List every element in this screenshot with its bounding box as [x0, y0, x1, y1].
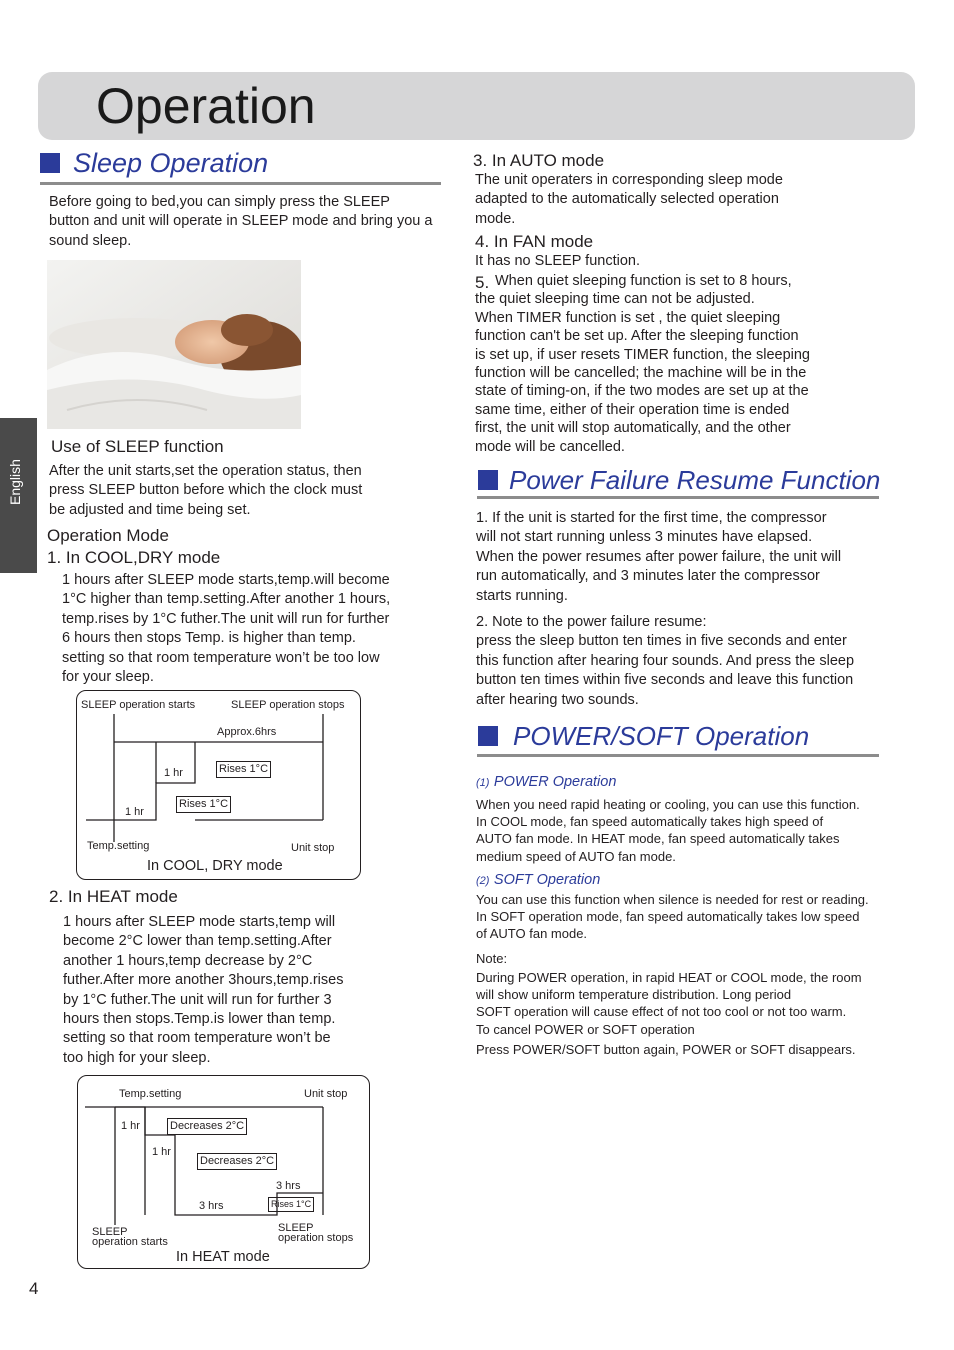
power-operation-label: POWER Operation	[493, 774, 617, 790]
cool-diagram-hr: 1 hr	[125, 806, 144, 818]
section-marker-icon	[40, 153, 60, 173]
power-operation-heading	[476, 773, 616, 791]
power-soft-title: POWER/SOFT Operation	[513, 721, 810, 751]
text-line: is set up, if user resets TIMER function, the sleeping	[475, 346, 811, 363]
text-line: will not start running unless 3 minutes have elapsed.	[476, 529, 813, 546]
cool-mode-number: 1.	[47, 548, 62, 567]
section-marker-icon	[478, 726, 498, 746]
text-line: mode will be cancelled.	[475, 438, 625, 455]
text-line: mode.	[475, 210, 516, 227]
heat-diagram-hrs: 3 hrs	[199, 1200, 224, 1212]
text-line: press the sleep button ten times in five seconds and enter	[476, 633, 847, 650]
sleep-section-title: Sleep Operation	[73, 148, 269, 178]
text-line: function will be cancelled; the machine will be in the	[475, 365, 807, 382]
heat-mode-text	[63, 913, 343, 1068]
label-line: operation stops	[278, 1232, 354, 1244]
note-text	[476, 969, 862, 1058]
language-tab-label: English	[7, 459, 23, 505]
text-line: When TIMER function is set , the quiet sleeping	[475, 309, 781, 326]
text-line: the quiet sleeping time can not be adjusted.	[475, 291, 755, 308]
section-rule	[40, 182, 441, 185]
fan-mode-text: It has no SLEEP function.	[475, 253, 640, 269]
power-failure-title: Power Failure Resume Function	[509, 465, 881, 495]
use-sleep-heading: Use of SLEEP function	[51, 437, 224, 456]
text-line: will show uniform temperature distribution. Long period	[476, 987, 792, 1003]
text-line: temp.rises by 1°C futher.The unit will run for further	[62, 610, 390, 627]
section-rule	[477, 496, 879, 499]
text-line: Press POWER/SOFT button again, POWER or SOFT disappears.	[476, 1041, 856, 1057]
power-failure-p1	[476, 509, 841, 606]
soft-operation-text	[476, 891, 869, 943]
text-line: SOFT operation will cause effect of not too cool or not too warm.	[476, 1004, 847, 1020]
cool-mode-label: In COOL,DRY mode	[65, 548, 221, 567]
text-line: During POWER operation, in rapid HEAT or COOL mode, the room	[476, 970, 862, 985]
text-line: You can use this function when silence is needed for rest or reading.	[476, 892, 869, 907]
text-line: futher.After more another 3hours,temp.rises	[63, 972, 344, 989]
auto-mode-number: 3.	[473, 151, 488, 170]
text-line: run automatically, and 3 minutes later the compressor	[476, 568, 820, 585]
text-line: after hearing two sounds.	[476, 691, 639, 708]
heat-diagram-hr: 1 hr	[152, 1146, 171, 1158]
page-number: 4	[29, 1279, 39, 1298]
text-line: hours then stops.Temp.is lower than temp.	[63, 1011, 336, 1028]
page-title: Operation	[96, 78, 316, 134]
text-line: 1°C higher than temp.setting.After another 1 hours,	[62, 591, 391, 608]
heat-diagram-decrease: Decreases 2°C	[197, 1153, 277, 1170]
text-line: by 1°C futher.The unit will run for further 3	[63, 991, 332, 1008]
heat-mode-number: 2.	[49, 887, 64, 906]
text-line: When quiet sleeping function is set to 8 hours,	[495, 273, 792, 289]
cool-mode-heading	[47, 547, 220, 568]
text-line: this function after hearing four sounds. And press the sleep	[476, 652, 855, 669]
heat-diagram-hr: 1 hr	[121, 1120, 140, 1132]
note-label: Note:	[476, 951, 508, 966]
text-line: medium speed of AUTO fan mode.	[476, 848, 676, 864]
soft-operation-number: (2)	[476, 875, 490, 887]
heat-diagram-caption: In HEAT mode	[176, 1249, 270, 1265]
operation-mode-heading: Operation Mode	[47, 526, 169, 545]
power-operation-text	[476, 796, 860, 865]
soft-operation-label: SOFT Operation	[493, 872, 601, 888]
soft-operation-heading	[476, 871, 600, 889]
text-line: first, the unit will stop automatically, and the other	[475, 420, 791, 437]
text-line: adapted to the automatically selected operation	[475, 191, 779, 208]
text-line: starts running.	[476, 587, 568, 604]
text-line: In COOL mode, fan speed automatically takes high speed of	[476, 814, 824, 830]
heat-diagram-stop-label	[278, 1222, 353, 1245]
note5-number: 5.	[475, 273, 490, 292]
power-operation-number: (1)	[476, 777, 490, 789]
auto-mode-heading	[473, 150, 604, 171]
text-line: of AUTO fan mode.	[476, 926, 588, 942]
text-line: another 1 hours,temp decrease by 2°C	[63, 952, 313, 969]
cool-diagram-rise: Rises 1°C	[216, 761, 271, 778]
cool-diagram-caption: In COOL, DRY mode	[147, 858, 283, 874]
heat-diagram-unit-stop: Unit stop	[304, 1088, 348, 1100]
heat-diagram-decrease: Decreases 2°C	[167, 1118, 247, 1135]
cool-diagram-stop-label: SLEEP operation stops	[231, 699, 345, 711]
cool-diagram-rise: Rises 1°C	[176, 796, 231, 813]
text-line: state of timing-on, if the two modes are set up at the	[475, 383, 809, 400]
text-line: setting so that room temperature won’t be	[63, 1030, 331, 1047]
section-marker-icon	[478, 470, 498, 490]
text-line: When you need rapid heating or cooling, you can use this function.	[476, 797, 860, 812]
heat-diagram-rise: Rises 1°C	[268, 1197, 314, 1212]
cool-diagram-unit-stop: Unit stop	[291, 842, 335, 854]
text-line: for your sleep.	[62, 669, 154, 686]
text-line: In SOFT operation mode, fan speed automatically takes low speed	[476, 909, 860, 925]
text-line: 2. Note to the power failure resume:	[476, 614, 707, 630]
use-sleep-text: After the unit starts,set the operation status, then press SLEEP button before which the clock must be adjusted and time being set.	[49, 463, 363, 518]
heat-diagram-hrs: 3 hrs	[276, 1180, 301, 1192]
text-line: become 2°C lower than temp.setting.After	[63, 933, 332, 950]
section-rule	[477, 754, 879, 757]
text-line: 1. If the unit is started for the first time, the compressor	[476, 510, 827, 526]
sleeping-woman-photo	[47, 260, 301, 429]
power-failure-p2	[476, 613, 854, 710]
label-line: SLEEP	[278, 1222, 314, 1234]
auto-mode-label: In AUTO mode	[491, 151, 605, 170]
text-line: too high for your sleep.	[63, 1049, 211, 1066]
text-line: setting so that room temperature won’t be too low	[62, 649, 380, 666]
sleep-intro: Before going to bed,you can simply press the SLEEP button and unit will operate in SLEEP mode and bring you a sound sleep.	[49, 194, 433, 249]
text-line: 1 hours after SLEEP mode starts,temp.will become	[62, 572, 390, 588]
text-line: function can't be set up. After the sleeping function	[475, 328, 799, 345]
text-line: 6 hours then stops Temp. is higher than temp.	[62, 630, 356, 647]
cool-diagram-hr: 1 hr	[164, 767, 183, 779]
cool-diagram-start-label: SLEEP operation starts	[81, 699, 196, 711]
heat-mode-label: In HEAT mode	[67, 887, 178, 906]
text-line: AUTO fan mode. In HEAT mode, fan speed automatically takes	[476, 831, 840, 847]
text-line: button ten times within five seconds and leave this function	[476, 672, 854, 689]
auto-mode-text	[475, 171, 783, 229]
heat-diagram-temp-setting: Temp.setting	[119, 1088, 182, 1100]
text-line: same time, either of their operation time is ended	[475, 401, 790, 418]
cool-diagram-approx: Approx.6hrs	[217, 726, 277, 738]
fan-mode-heading: 4. In FAN mode	[475, 232, 594, 251]
text-line: The unit operaters in corresponding sleep mode	[475, 172, 783, 188]
cool-diagram-temp-setting: Temp.setting	[87, 840, 150, 852]
label-line: SLEEP	[92, 1226, 128, 1238]
heat-mode-heading	[49, 886, 178, 907]
label-line: operation starts	[92, 1236, 168, 1248]
cool-mode-text	[62, 571, 390, 687]
text-line: When the power resumes after power failure, the unit will	[476, 548, 842, 565]
text-line: 1 hours after SLEEP mode starts,temp will	[63, 914, 336, 930]
text-line: To cancel POWER or SOFT operation	[476, 1021, 695, 1037]
heat-diagram-start-label	[92, 1226, 168, 1249]
note5-text	[475, 272, 810, 456]
